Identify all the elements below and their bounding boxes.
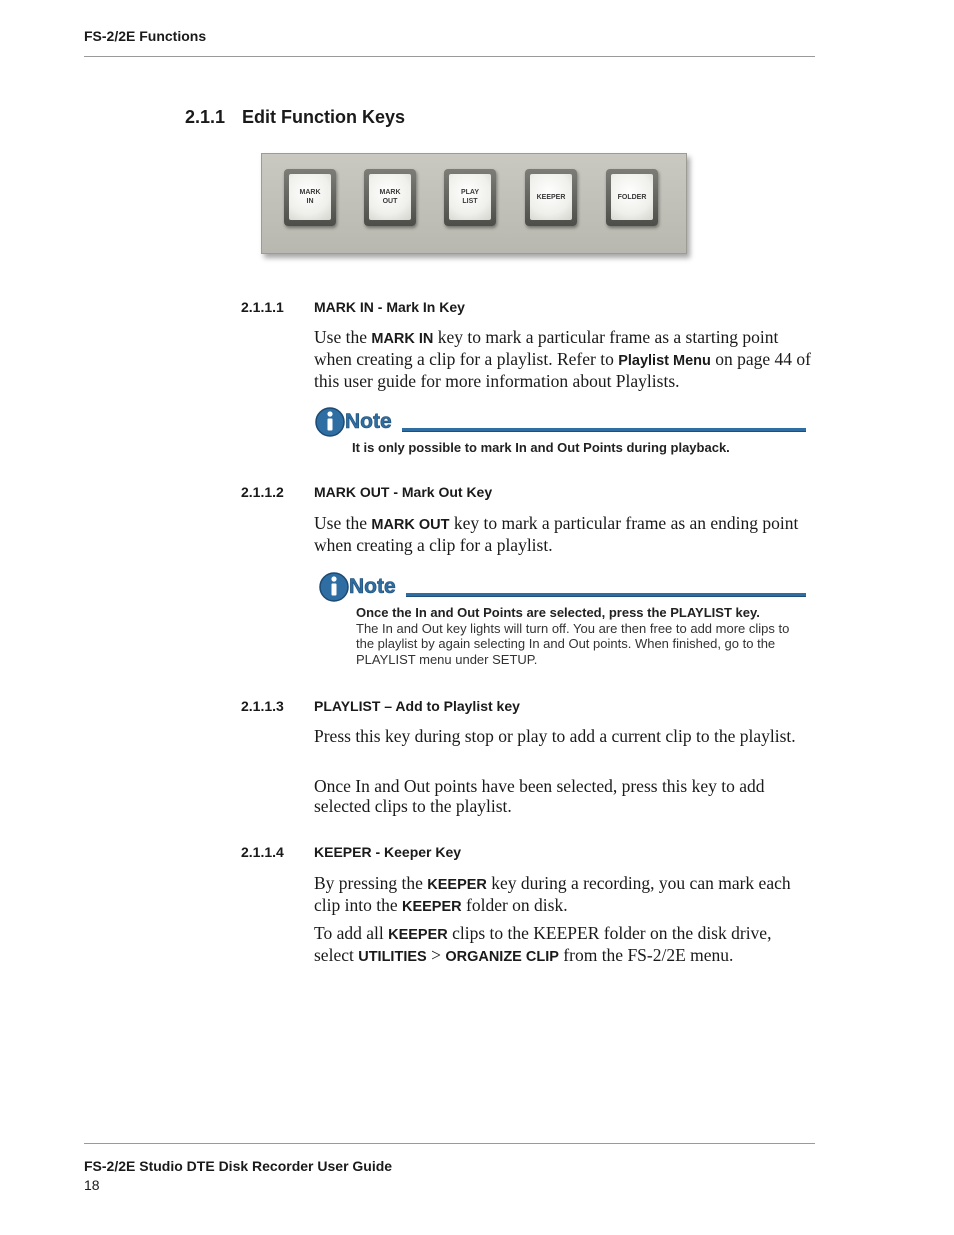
subsection-heading-keeper: 2.1.1.4 KEEPER - Keeper Key — [241, 844, 462, 860]
playlist-paragraph-1: Press this key during stop or play to add a current clip to the playlist. — [314, 726, 796, 746]
mark-out-key: MARK OUT — [364, 169, 416, 226]
svg-text:Note: Note — [345, 410, 392, 433]
note-banner-1 — [314, 404, 806, 440]
function-key-panel-photo — [261, 153, 687, 254]
footer-title: FS-2/2E Studio DTE Disk Recorder User Guide — [84, 1158, 393, 1174]
note-banner-2 — [318, 569, 806, 605]
keeper-paragraph-2: To add all KEEPER clips to the KEEPER folder on the disk drive, select UTILITIES > ORGANIZE CLIP from the FS-2/2E menu. — [314, 923, 772, 965]
mark-out-paragraph: Use the MARK OUT key to mark a particular frame as an ending point when creating a clip for a playlist. — [314, 513, 799, 555]
section-title: Edit Function Keys — [242, 107, 406, 127]
section-heading — [185, 107, 405, 128]
subsection-heading-mark-out: 2.1.1.2 MARK OUT - Mark Out Key — [241, 484, 493, 500]
note-info-icon — [314, 404, 406, 438]
keeper-key: KEEPER — [525, 169, 577, 226]
running-header: FS-2/2E Functions — [84, 28, 207, 44]
mark-in-paragraph: Use the MARK IN key to mark a particular frame as a starting point when creating a clip for a playlist. Refer to Playlist Menu on page 44 of this user guide for more information about Playlists. — [314, 327, 811, 391]
svg-text:Note: Note — [349, 575, 396, 598]
mark-in-key: MARK IN — [284, 169, 336, 226]
subsection-heading-playlist: 2.1.1.3 PLAYLIST – Add to Playlist key — [241, 698, 520, 714]
playlist-key: PLAY LIST — [444, 169, 496, 226]
note-text-1: It is only possible to mark In and Out Points during playback. — [352, 440, 730, 455]
folder-key: FOLDER — [606, 169, 658, 226]
note-info-icon — [318, 569, 410, 603]
keeper-paragraph-1: By pressing the KEEPER key during a recording, you can mark each clip into the KEEPER folder on disk. — [314, 873, 791, 915]
page-number: 18 — [84, 1177, 100, 1193]
playlist-paragraph-2: Once In and Out points have been selected, press this key to add selected clips to the playlist. — [314, 776, 765, 816]
header-rule — [84, 56, 815, 57]
subsection-heading-mark-in: 2.1.1.1 MARK IN - Mark In Key — [241, 299, 465, 315]
note-text-2: Once the In and Out Points are selected, press the PLAYLIST key. The In and Out key lights will turn off. You are then free to add more clips to the playlist by again selecting In and Out points. When finished, go to the PLAYLIST menu under SETUP. — [356, 605, 790, 667]
footer-rule — [84, 1143, 815, 1144]
section-number: 2.1.1 — [185, 107, 226, 127]
